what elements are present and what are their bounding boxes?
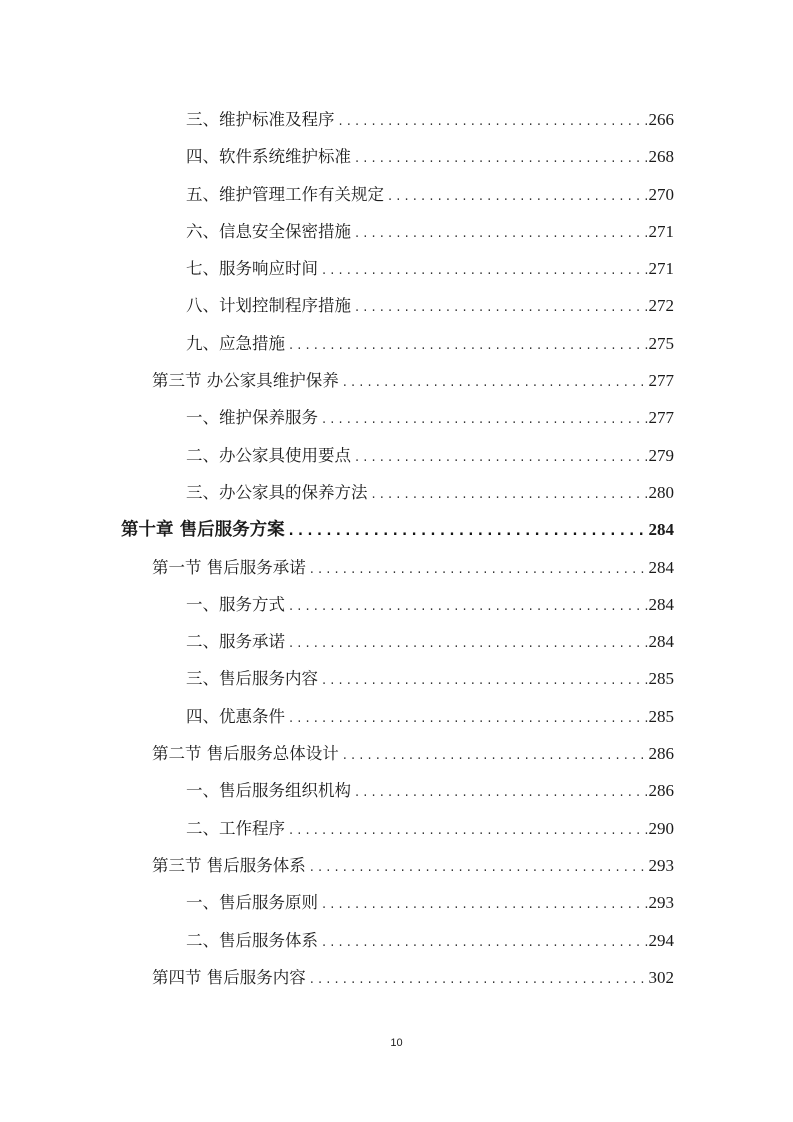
toc-entry-title: 第二节 售后服务总体设计	[152, 744, 339, 764]
toc-entry-page-number: 277	[648, 371, 674, 391]
toc-entry-page-number: 286	[648, 744, 674, 764]
toc-dot-leader	[318, 252, 649, 287]
toc-dot-leader	[306, 961, 649, 996]
toc-entry-title: 第四节 售后服务内容	[152, 967, 306, 987]
toc-entry-page-number: 268	[648, 147, 674, 167]
toc-dot-leader	[368, 476, 649, 511]
toc-entry-title: 第一节 售后服务承诺	[152, 557, 306, 577]
toc-entry-title: 四、优惠条件	[186, 706, 285, 726]
toc-entry-page-number: 271	[648, 221, 674, 241]
table-of-contents	[0, 101, 793, 996]
toc-entry-title: 一、售后服务组织机构	[186, 781, 351, 801]
toc-entry-title: 六、信息安全保密措施	[186, 221, 351, 241]
toc-dot-leader	[351, 774, 649, 809]
toc-dot-leader	[318, 662, 649, 697]
toc-dot-leader	[351, 289, 649, 324]
toc-entry-title: 第三节 售后服务体系	[152, 855, 306, 875]
toc-subsection-entry[interactable]	[186, 660, 674, 697]
toc-entry-title: 三、维护标准及程序	[186, 110, 335, 129]
toc-dot-leader	[339, 737, 649, 772]
toc-dot-leader	[285, 327, 649, 362]
toc-entry-title: 第十章 售后服务方案	[121, 520, 285, 541]
toc-entry-title: 三、办公家具的保养方法	[186, 482, 368, 502]
toc-dot-leader	[318, 886, 649, 921]
toc-entry-page-number: 286	[648, 781, 674, 801]
toc-dot-leader	[339, 364, 649, 399]
toc-subsection-entry[interactable]	[186, 698, 674, 735]
toc-dot-leader	[306, 849, 649, 884]
toc-entry-title: 二、服务承诺	[186, 632, 285, 652]
toc-subsection-entry[interactable]	[186, 101, 674, 138]
toc-dot-leader	[285, 513, 649, 548]
toc-entry-title: 四、软件系统维护标准	[186, 147, 351, 167]
toc-entry-page-number: 277	[648, 408, 674, 428]
toc-section-entry[interactable]	[152, 847, 674, 884]
toc-dot-leader	[351, 215, 649, 250]
toc-dot-leader	[384, 178, 649, 213]
toc-entry-title: 一、服务方式	[186, 594, 285, 614]
page-number: 10	[390, 1037, 403, 1049]
toc-subsection-entry[interactable]	[186, 772, 674, 809]
toc-entry-page-number: 294	[648, 930, 674, 950]
toc-entry-page-number: 284	[648, 520, 674, 540]
toc-subsection-entry[interactable]	[186, 399, 674, 436]
toc-entry-title: 一、售后服务原则	[186, 893, 318, 913]
toc-subsection-entry[interactable]	[186, 884, 674, 921]
toc-entry-title: 三、售后服务内容	[186, 669, 318, 689]
toc-subsection-entry[interactable]	[186, 437, 674, 474]
toc-entry-page-number: 272	[648, 296, 674, 316]
toc-section-entry[interactable]	[152, 549, 674, 586]
toc-entry-title: 七、服务响应时间	[186, 259, 318, 279]
toc-entry-page-number: 293	[648, 893, 674, 913]
toc-dot-leader	[351, 140, 649, 175]
toc-entry-page-number: 285	[648, 706, 674, 726]
toc-subsection-entry[interactable]	[186, 176, 674, 213]
toc-subsection-entry[interactable]	[186, 325, 674, 362]
toc-entry-title: 五、维护管理工作有关规定	[186, 184, 384, 204]
toc-subsection-entry[interactable]	[186, 250, 674, 287]
toc-dot-leader	[285, 812, 649, 847]
toc-chapter-entry[interactable]	[121, 511, 674, 548]
toc-entry-page-number: 302	[648, 967, 674, 987]
toc-entry-title: 二、办公家具使用要点	[186, 445, 351, 465]
toc-entry-page-number: 279	[648, 445, 674, 465]
toc-entry-page-number: 285	[648, 669, 674, 689]
toc-subsection-entry[interactable]	[186, 474, 674, 511]
toc-entry-page-number: 275	[648, 333, 674, 353]
toc-dot-leader	[335, 103, 649, 138]
toc-dot-leader	[318, 401, 649, 436]
toc-dot-leader	[285, 625, 649, 660]
toc-entry-title: 一、维护保养服务	[186, 408, 318, 428]
toc-dot-leader	[306, 551, 649, 586]
toc-entry-page-number: 270	[648, 184, 674, 204]
toc-entry-title: 八、计划控制程序措施	[186, 296, 351, 316]
toc-entry-page-number: 284	[648, 594, 674, 614]
toc-entry-page-number: 266	[648, 110, 674, 129]
toc-dot-leader	[318, 924, 649, 959]
toc-entry-page-number: 290	[648, 818, 674, 838]
toc-subsection-entry[interactable]	[186, 623, 674, 660]
toc-dot-leader	[285, 588, 649, 623]
toc-subsection-entry[interactable]	[186, 213, 674, 250]
toc-subsection-entry[interactable]	[186, 586, 674, 623]
toc-section-entry[interactable]	[152, 959, 674, 996]
toc-dot-leader	[285, 700, 649, 735]
toc-entry-title: 二、售后服务体系	[186, 930, 318, 950]
toc-entry-title: 九、应急措施	[186, 333, 285, 353]
toc-entry-page-number: 284	[648, 632, 674, 652]
toc-entry-page-number: 293	[648, 855, 674, 875]
toc-entry-page-number: 271	[648, 259, 674, 279]
toc-entry-page-number: 280	[648, 482, 674, 502]
toc-subsection-entry[interactable]	[186, 922, 674, 959]
toc-subsection-entry[interactable]	[186, 810, 674, 847]
toc-subsection-entry[interactable]	[186, 287, 674, 324]
toc-dot-leader	[351, 439, 649, 474]
toc-subsection-entry[interactable]	[186, 138, 674, 175]
toc-entry-page-number: 284	[648, 557, 674, 577]
toc-entry-title: 二、工作程序	[186, 818, 285, 838]
toc-section-entry[interactable]	[152, 362, 674, 399]
toc-section-entry[interactable]	[152, 735, 674, 772]
toc-entry-title: 第三节 办公家具维护保养	[152, 371, 339, 391]
